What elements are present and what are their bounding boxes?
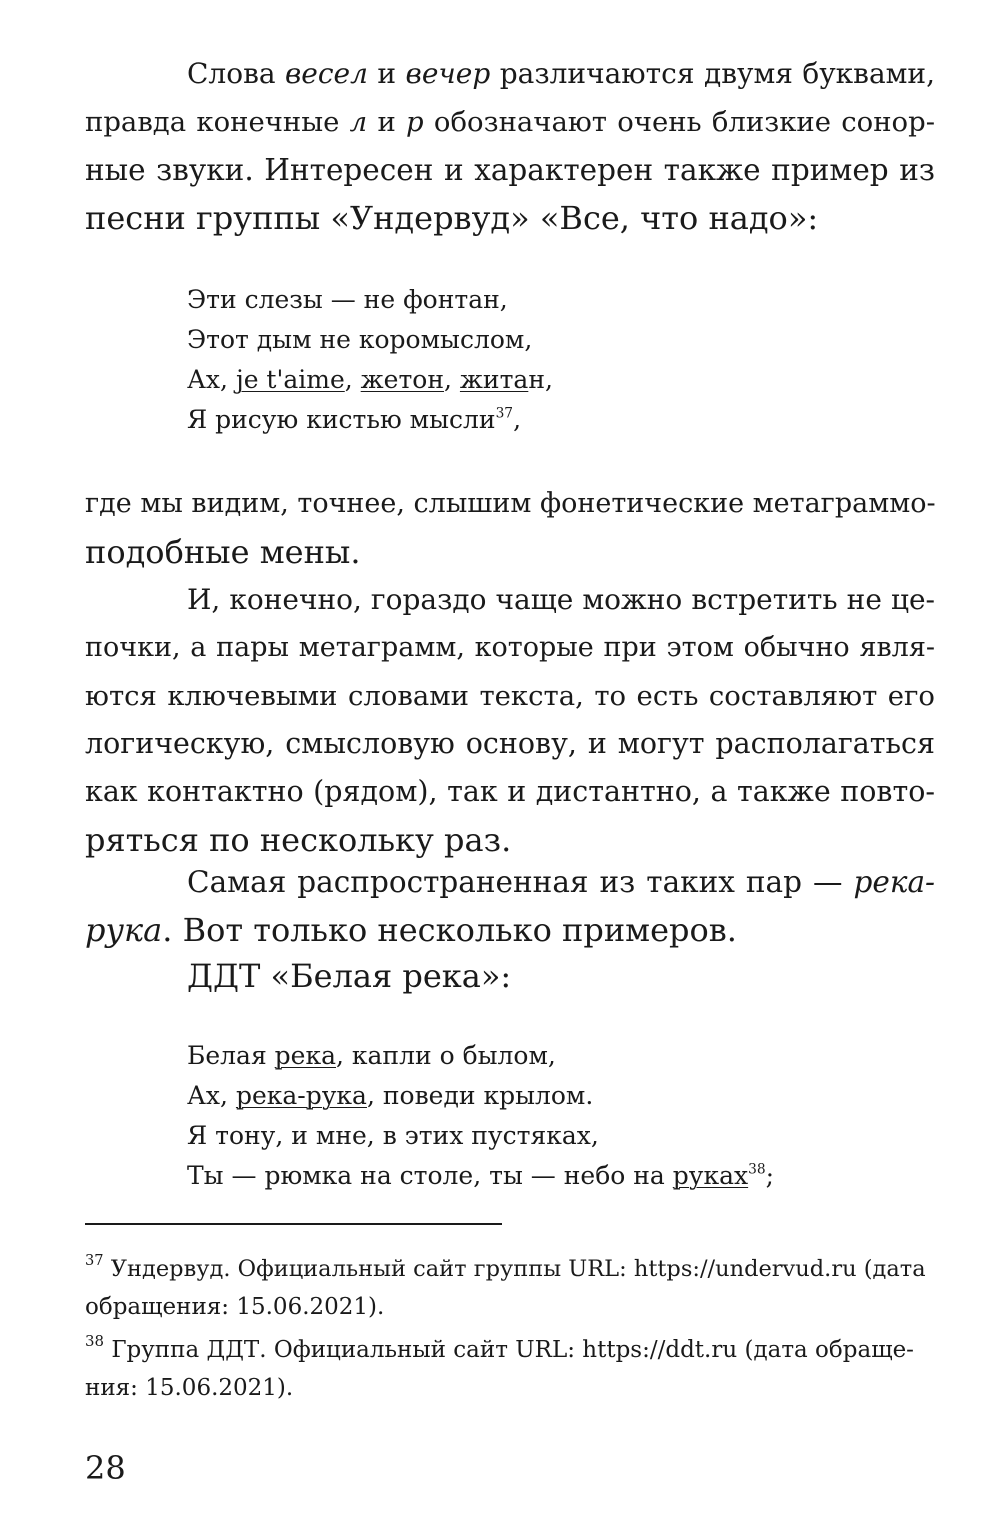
verse-line: Я тону, и мне, в этих пустяках, <box>187 1121 599 1150</box>
footnote-ref: 37 <box>495 405 514 422</box>
verse-line: Я рисую кистью мысли$^{37}$, <box>187 405 522 434</box>
footnote-38: $^{38}$ Группа ДДТ. Официальный сайт URL: https://ddt.ru (дата обраще- <box>85 1331 914 1363</box>
body-line: Самая распространенная из таких пар — река- <box>187 865 935 899</box>
body-line: почки, а пары метаграмм, которые при этом обычно явля- <box>85 632 935 663</box>
footnote-ref: 38 <box>748 1161 766 1178</box>
body-line: где мы видим, точнее, слышим фонетические метаграммо- <box>85 488 936 519</box>
footnote-separator <box>85 1223 502 1225</box>
body-line: ряться по нескольку раз. <box>85 821 512 859</box>
verse-line: Этот дым не коромыслом, <box>187 325 533 354</box>
body-line: песни группы «Ундервуд» «Все, что надо»: <box>85 199 819 237</box>
body-line: Слова весел и вечер различаются двумя буквами, <box>187 57 935 90</box>
verse-line: Эти слезы — не фонтан, <box>187 285 508 314</box>
footnote-38-cont: ния: 15.06.2021). <box>85 1375 294 1401</box>
body-line: ДДТ «Белая река»: <box>187 957 512 995</box>
body-line: ные звуки. Интересен и характерен также пример из <box>85 153 935 187</box>
body-line: подобные мены. <box>85 533 361 571</box>
body-line: ются ключевыми словами текста, то есть составляют его <box>85 680 935 712</box>
body-line: как контактно (рядом), так и дистантно, а также повто- <box>85 775 935 808</box>
body-line: логическую, смысловую основу, и могут располагаться <box>85 727 935 760</box>
page-number: 28 <box>85 1449 126 1487</box>
body-line: рука. Вот только несколько примеров. <box>85 911 737 949</box>
footnote-37: $^{37}$ Ундервуд. Официальный сайт группы URL: https://undervud.ru (дата <box>85 1252 926 1282</box>
footnote-37-cont: обращения: 15.06.2021). <box>85 1294 385 1320</box>
body-line: правда конечные л и р обозначают очень близкие сонор- <box>85 106 935 138</box>
verse-line: Ах, je t'aime, жетон, житан, <box>187 365 553 394</box>
verse-line: Ты — рюмка на столе, ты — небо на руках$^{38}$; <box>187 1161 775 1190</box>
verse-line: Белая река, капли о былом, <box>187 1041 556 1070</box>
verse-line: Ах, река-рука, поведи крылом. <box>187 1081 594 1110</box>
body-line: И, конечно, гораздо чаще можно встретить не це- <box>187 583 935 616</box>
